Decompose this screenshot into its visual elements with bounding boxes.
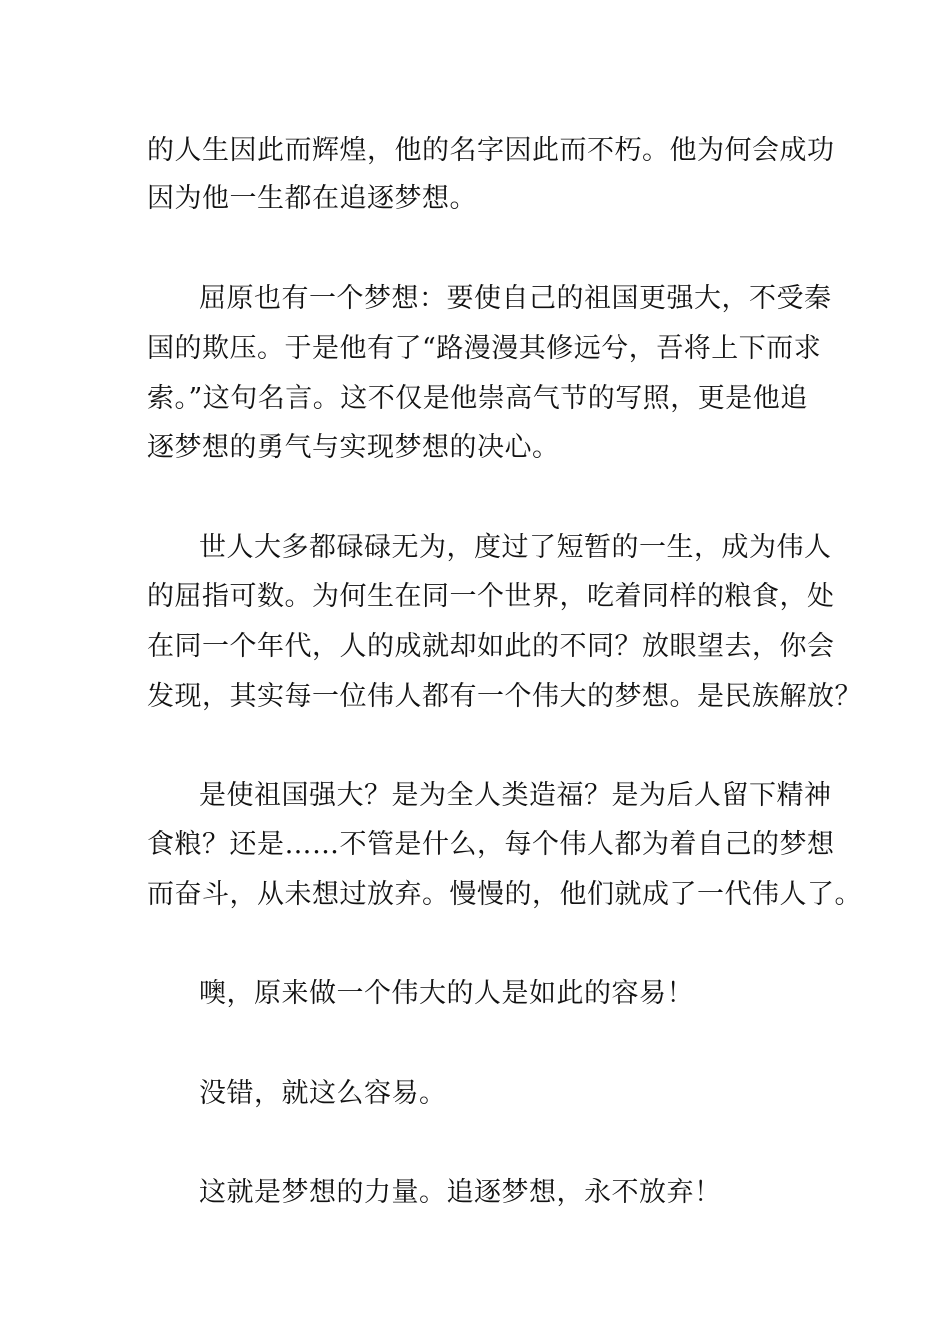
paragraph-2-line-4: 逐梦想的勇气与实现梦想的决心。 bbox=[147, 432, 560, 463]
paragraph-2-line-2: 国的欺压。于是他有了“路漫漫其修远兮，吾将上下而求 bbox=[147, 333, 822, 364]
paragraph-4-line-3: 而奋斗，从未想过放弃。慢慢的，他们就成了一代伟人了。 bbox=[147, 879, 862, 910]
paragraph-1-line-2: 因为他一生都在追逐梦想。 bbox=[147, 183, 477, 214]
paragraph-2-line-1: 屈原也有一个梦想：要使自己的祖国更强大，不受秦 bbox=[199, 283, 832, 314]
paragraph-5-line-1: 噢，原来做一个伟大的人是如此的容易！ bbox=[199, 978, 694, 1009]
paragraph-3-line-3: 在同一个年代，人的成就却如此的不同？放眼望去，你会 bbox=[147, 631, 835, 662]
paragraph-3-line-4: 发现，其实每一位伟人都有一个伟大的梦想。是民族解放？ bbox=[147, 681, 862, 712]
paragraph-1-line-1: 的人生因此而辉煌，他的名字因此而不朽。他为何会成功 bbox=[147, 135, 835, 166]
paragraph-7-line-1: 这就是梦想的力量。追逐梦想，永不放弃！ bbox=[199, 1177, 722, 1208]
paragraph-3-line-2: 的屈指可数。为何生在同一个世界，吃着同样的粮食，处 bbox=[147, 581, 835, 612]
paragraph-6-line-1: 没错，就这么容易。 bbox=[199, 1078, 447, 1109]
paragraph-3-line-1: 世人大多都碌碌无为，度过了短暂的一生，成为伟人 bbox=[199, 532, 832, 563]
paragraph-4-line-2: 食粮？还是……不管是什么，每个伟人都为着自己的梦想 bbox=[147, 829, 835, 860]
paragraph-2-line-3: 索。”这句名言。这不仅是他崇高气节的写照，更是他追 bbox=[147, 383, 808, 414]
paragraph-4-line-1: 是使祖国强大？是为全人类造福？是为后人留下精神 bbox=[199, 780, 832, 811]
